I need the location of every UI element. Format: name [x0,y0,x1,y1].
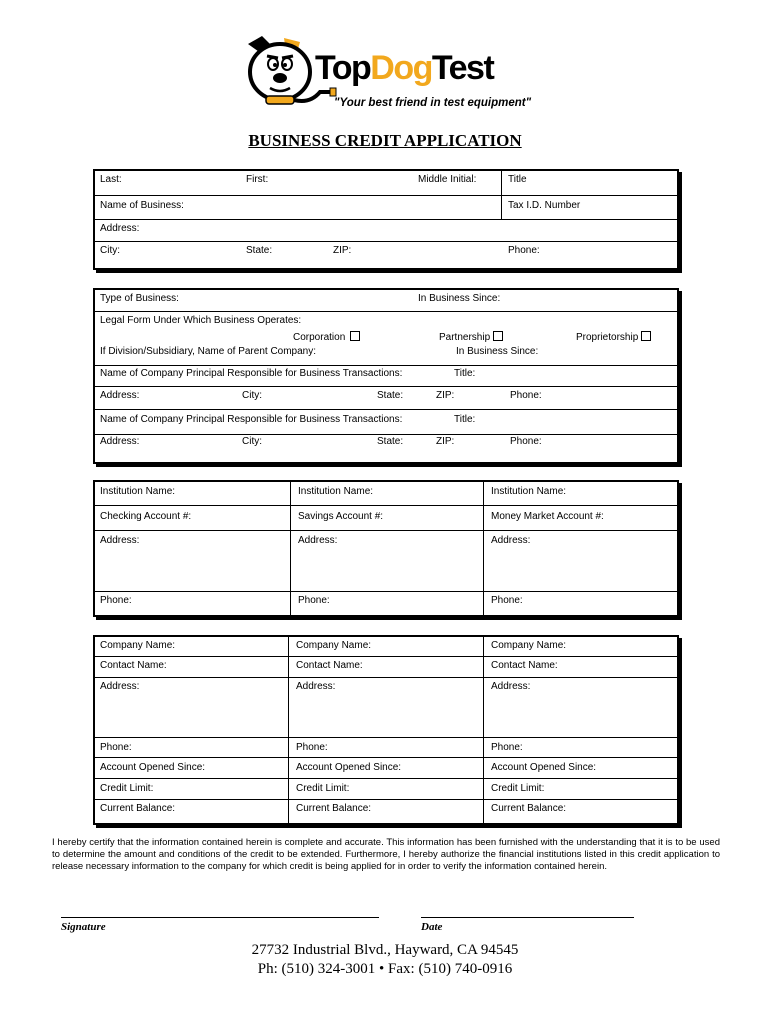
corporation-label: Corporation [293,332,346,343]
trade1-phone-field[interactable]: Phone: [100,742,132,753]
logo-wordmark [315,50,493,86]
bank3-phone-field[interactable]: Phone: [491,595,523,606]
principal2-zip-field[interactable]: ZIP: [436,436,455,447]
business-type-field[interactable]: Type of Business: [100,293,179,304]
parent-company-field[interactable]: If Division/Subsidiary, Name of Parent Company: [100,346,317,357]
partnership-option[interactable] [439,332,503,344]
bank3-address-field[interactable]: Address: [491,535,531,546]
bank1-institution-field[interactable]: Institution Name: [100,486,176,497]
principal2-title-field[interactable]: Title: [454,414,476,425]
trade3-credit-limit-field[interactable]: Credit Limit: [491,783,545,794]
parent-since-field[interactable]: In Business Since: [456,346,539,357]
trade2-company-field[interactable]: Company Name: [296,640,372,651]
trade3-contact-field[interactable]: Contact Name: [491,660,558,671]
trade3-company-field[interactable]: Company Name: [491,640,567,651]
bank1-checking-field[interactable]: Checking Account #: [100,511,192,522]
principal1-zip-field[interactable]: ZIP: [436,390,455,401]
trade3-phone-field[interactable]: Phone: [491,742,523,753]
bank2-phone-field[interactable]: Phone: [298,595,330,606]
principal1-state-field[interactable]: State: [377,390,404,401]
trade2-balance-field[interactable]: Current Balance: [296,803,372,814]
principal1-address-field[interactable]: Address: [100,390,140,401]
signature-label: Signature [61,921,106,933]
title-field[interactable]: Title [508,174,527,185]
logo-word-dog: Dog [370,49,432,87]
trade2-contact-field[interactable]: Contact Name: [296,660,363,671]
bank3-institution-field[interactable]: Institution Name: [491,486,567,497]
logo-word-test: Test [431,49,494,87]
trade1-credit-limit-field[interactable]: Credit Limit: [100,783,154,794]
form-title: BUSINESS CREDIT APPLICATION [248,131,522,150]
trade2-phone-field[interactable]: Phone: [296,742,328,753]
bank-references-section [93,480,679,617]
certification-text: I hereby certify that the information contained herein is complete and accurate. This information has been furnished with the understanding that it is to be used to determine the amount and conditions of the credit to be extended. Furthermore, I hereby authorize the financial institutions listed in this credit application to release necessary information to the company for which credit is being applied for in order to verify the information contained herein. [52,837,720,872]
principal1-phone-field[interactable]: Phone: [510,390,542,401]
bank3-money-market-field[interactable]: Money Market Account #: [491,511,604,522]
logo-word-top: Top [315,49,371,87]
bank2-address-field[interactable]: Address: [298,535,338,546]
business-name-field[interactable]: Name of Business: [100,200,184,211]
trade1-opened-field[interactable]: Account Opened Since: [100,762,206,773]
date-label: Date [421,921,443,933]
state-field[interactable]: State: [246,245,273,256]
trade3-opened-field[interactable]: Account Opened Since: [491,762,597,773]
business-since-field[interactable]: In Business Since: [418,293,501,304]
proprietorship-checkbox[interactable] [641,331,651,341]
bank2-savings-field[interactable]: Savings Account #: [298,511,384,522]
proprietorship-option[interactable] [576,332,651,344]
principal2-name-field[interactable]: Name of Company Principal Responsible for Business Transactions: [100,414,403,425]
date-line[interactable] [421,917,634,918]
bank1-address-field[interactable]: Address: [100,535,140,546]
principal1-city-field[interactable]: City: [242,390,262,401]
middle-initial-field[interactable]: Middle Initial: [418,174,477,185]
bank2-institution-field[interactable]: Institution Name: [298,486,374,497]
trade3-address-field[interactable]: Address: [491,681,531,692]
proprietorship-label: Proprietorship [576,332,639,343]
principal1-name-field[interactable]: Name of Company Principal Responsible for Business Transactions: [100,368,403,379]
phone-field[interactable]: Phone: [508,245,540,256]
principal2-phone-field[interactable]: Phone: [510,436,542,447]
signature-line[interactable] [61,917,379,918]
zip-field[interactable]: ZIP: [333,245,352,256]
partnership-checkbox[interactable] [493,331,503,341]
trade1-contact-field[interactable]: Contact Name: [100,660,167,671]
principal2-city-field[interactable]: City: [242,436,262,447]
first-name-field[interactable]: First: [246,174,269,185]
address-field[interactable]: Address: [100,223,140,234]
logo-tagline: "Your best friend in test equipment" [334,97,532,109]
trade1-company-field[interactable]: Company Name: [100,640,176,651]
principal2-address-field[interactable]: Address: [100,436,140,447]
tax-id-field[interactable]: Tax I.D. Number [508,200,581,211]
principal1-title-field[interactable]: Title: [454,368,476,379]
trade1-balance-field[interactable]: Current Balance: [100,803,176,814]
bank1-phone-field[interactable]: Phone: [100,595,132,606]
footer-address: 27732 Industrial Blvd., Hayward, CA 94545 [251,942,519,958]
trade1-address-field[interactable]: Address: [100,681,140,692]
trade2-address-field[interactable]: Address: [296,681,336,692]
city-field[interactable]: City: [100,245,120,256]
trade2-credit-limit-field[interactable]: Credit Limit: [296,783,350,794]
legal-form-label: Legal Form Under Which Business Operates: [100,315,302,326]
footer-contact: Ph: (510) 324-3001 • Fax: (510) 740-0916 [257,961,513,977]
corporation-option[interactable] [293,332,360,344]
last-name-field[interactable]: Last: [100,174,122,185]
trade-references-section [93,635,679,825]
corporation-checkbox[interactable] [350,331,360,341]
trade2-opened-field[interactable]: Account Opened Since: [296,762,402,773]
trade3-balance-field[interactable]: Current Balance: [491,803,567,814]
principal2-state-field[interactable]: State: [377,436,404,447]
partnership-label: Partnership [439,332,491,343]
